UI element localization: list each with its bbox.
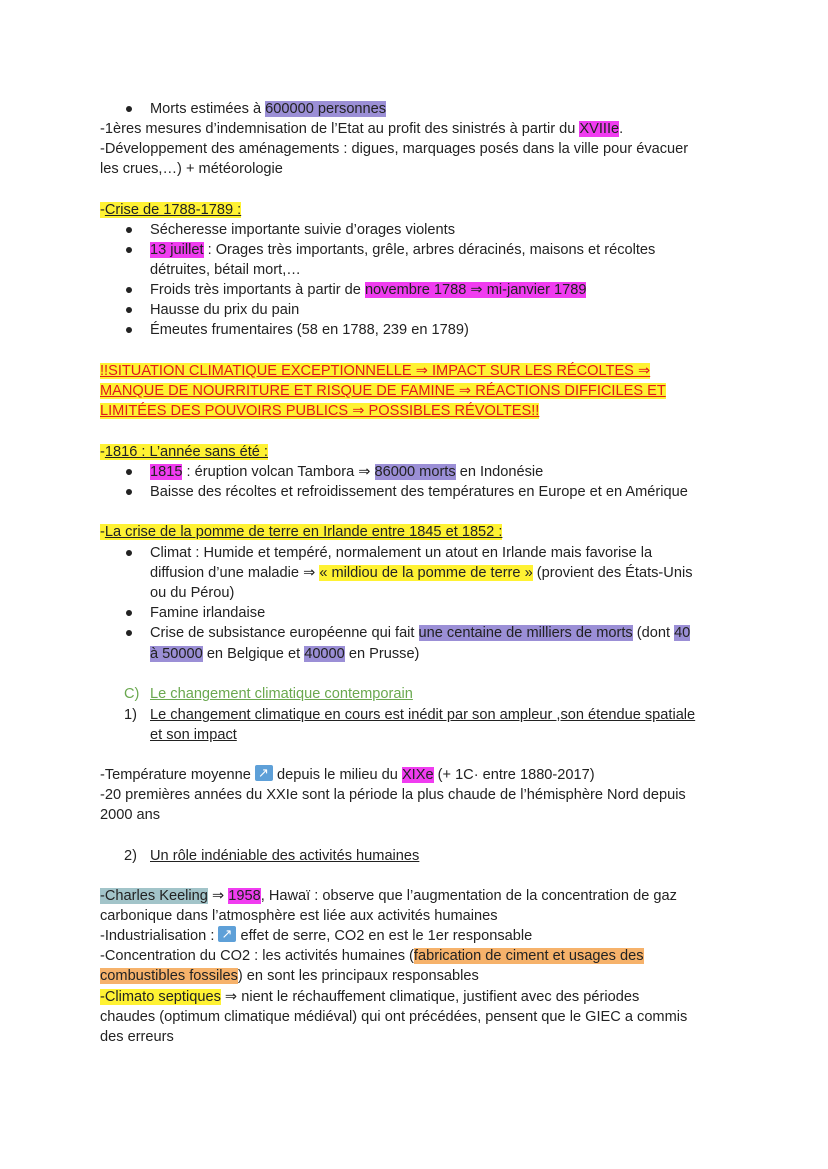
text-line: -1ères mesures d’indemnisation de l’Etat au profit des sinistrés à partir du XVIIIe. (100, 121, 624, 137)
text-line: -Développement des aménagements : digues, marquages posés dans la ville pour évacuer (100, 141, 689, 157)
text-line: -Température moyenne ↗ depuis le milieu du XIXe (+ 1C· entre 1880-2017) (100, 765, 595, 785)
text-line: chaudes (optimum climatique médiéval) qui ont précédées, pensent que le GIEC a commis (100, 1009, 688, 1025)
bullet (126, 287, 132, 293)
text-line: -Charles Keeling ⇒ 1958, Hawaï : observe que l’augmentation de la concentration de gaz (100, 888, 677, 904)
list-item: 1815 : éruption volcan Tambora ⇒ 86000 morts en Indonésie (150, 464, 544, 480)
section-title: Le changement climatique contemporain (150, 686, 413, 702)
subsection-number: 1) (124, 707, 137, 723)
callout-line: !!SITUATION CLIMATIQUE EXCEPTIONNELLE ⇒ IMPACT SUR LES RÉCOLTES ⇒ (100, 363, 651, 379)
list-item: 13 juillet : Orages très importants, grêle, arbres déracinés, maisons et récoltes (150, 242, 656, 258)
text-line: -20 premières années du XXIe sont la période la plus chaude de l’hémisphère Nord depuis (100, 787, 686, 803)
bullet (126, 247, 132, 253)
arrow-up-right-icon (255, 765, 273, 781)
subsection-number: 2) (124, 848, 137, 864)
bullet (126, 307, 132, 313)
bullet (126, 106, 132, 112)
section-heading: -Crise de 1788-1789 : (100, 202, 242, 218)
subsection-title-cont: et son impact (150, 727, 237, 743)
callout-line: MANQUE DE NOURRITURE ET RISQUE DE FAMINE ⇒ RÉACTIONS DIFFICILES ET (100, 383, 666, 399)
list-item: Froids très importants à partir de novembre 1788 ⇒ mi-janvier 1789 (150, 282, 587, 298)
bullet (126, 489, 132, 495)
list-item: Émeutes frumentaires (58 en 1788, 239 en 1789) (150, 322, 469, 338)
section-number: C) (124, 686, 140, 702)
list-item: Sécheresse importante suivie d’orages violents (150, 222, 456, 238)
bullet (126, 227, 132, 233)
list-item-cont: ou du Pérou) (150, 585, 235, 601)
text-line: -Climato septiques ⇒ nient le réchauffement climatique, justifient avec des périodes (100, 989, 640, 1005)
text-line: -Industrialisation : ↗ effet de serre, CO2 en est le 1er responsable (100, 926, 532, 946)
list-item: Baisse des récoltes et refroidissement des températures en Europe et en Amérique (150, 484, 688, 500)
bullet (126, 327, 132, 333)
text-line: Morts estimées à 600000 personnes (150, 101, 387, 117)
bullet (126, 610, 132, 616)
list-item: Hausse du prix du pain (150, 302, 300, 318)
bullet (126, 630, 132, 636)
text-line: combustibles fossiles) en sont les principaux responsables (100, 968, 479, 984)
section-heading: -La crise de la pomme de terre en Irlande entre 1845 et 1852 : (100, 524, 503, 540)
text-line: les crues,…) + météorologie (100, 161, 283, 177)
text-line: -Concentration du CO2 : les activités humaines (fabrication de ciment et usages des (100, 948, 644, 964)
section-heading: -1816 : L’année sans été : (100, 444, 268, 460)
callout-line: LIMITÉES DES POUVOIRS PUBLICS ⇒ POSSIBLES RÉVOLTES!! (100, 403, 540, 419)
list-item: Crise de subsistance européenne qui fait une centaine de milliers de morts (dont 40 (150, 625, 691, 641)
list-item-cont: à 50000 en Belgique et 40000 en Prusse) (150, 646, 420, 662)
subsection-title: Le changement climatique en cours est inédit par son ampleur ,son étendue spatiale (150, 707, 696, 723)
arrow-up-right-icon (218, 926, 236, 942)
text-line: carbonique dans l’atmosphère est liée aux activités humaines (100, 908, 498, 924)
list-item-cont: détruites, bétail mort,… (150, 262, 301, 278)
text-line: des erreurs (100, 1029, 174, 1045)
list-item-cont: diffusion d’une maladie ⇒ « mildiou de la pomme de terre » (provient des États-Unis (150, 565, 693, 581)
text-line: 2000 ans (100, 807, 161, 823)
subsection-title: Un rôle indéniable des activités humaines (150, 848, 420, 864)
bullet (126, 469, 132, 475)
bullet (126, 550, 132, 556)
list-item: Famine irlandaise (150, 605, 266, 621)
list-item: Climat : Humide et tempéré, normalement un atout en Irlande mais favorise la (150, 545, 653, 561)
